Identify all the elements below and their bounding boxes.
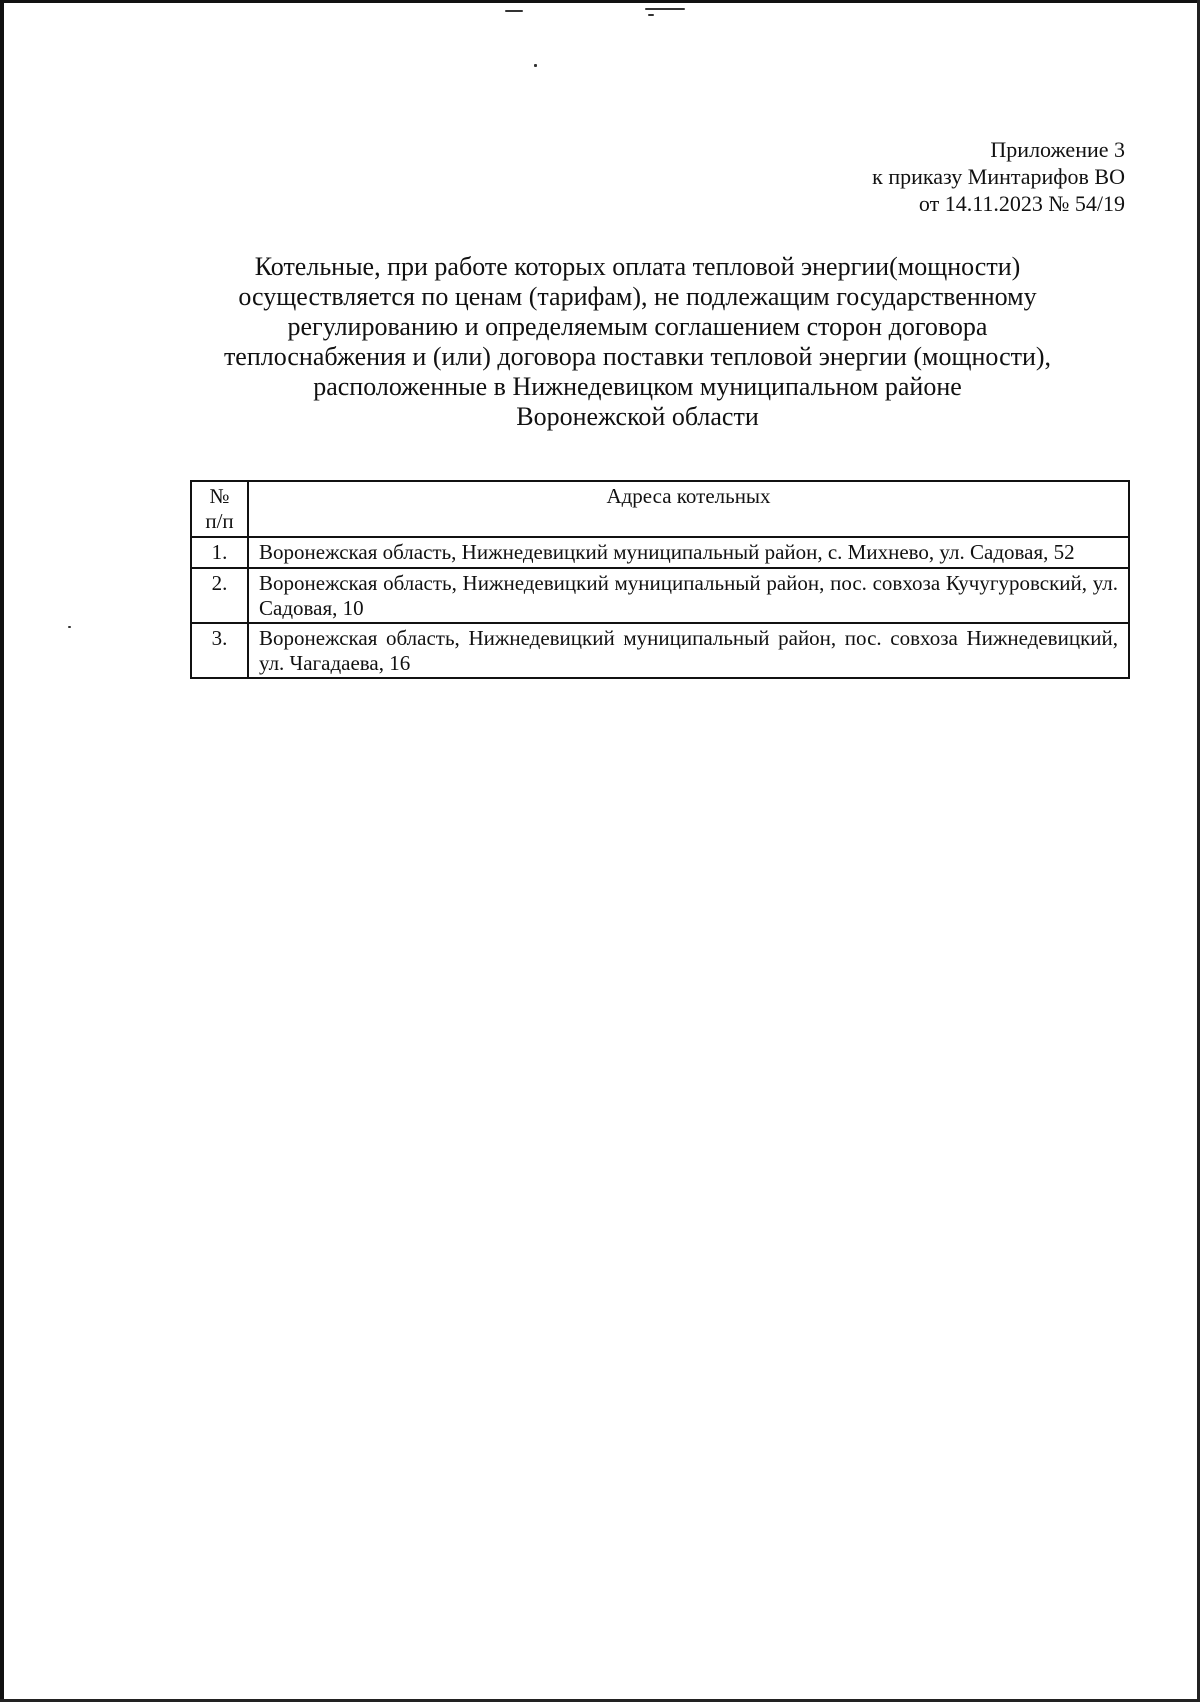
appendix-order-date: от 14.11.2023 № 54/19 [918,191,1125,216]
appendix-order-reference: к приказу Минтарифов ВО [872,164,1125,189]
scan-speck [505,10,523,12]
appendix-number: Приложение 3 [990,137,1125,162]
table-row [191,537,1129,568]
scan-speck [68,626,71,628]
appendix-header [872,136,1125,217]
row-number: 1. [191,537,248,568]
table-header-row [191,481,1129,537]
scan-speck [534,64,537,67]
title-line: Котельные, при работе которых оплата тепловой энергии(мощности) [254,252,1021,281]
boiler-addresses-table [190,480,1130,679]
title-line: расположенные в Нижнедевицком муниципальном районе [313,372,962,401]
header-number-abbrev: п/п [205,509,234,533]
column-header-number [191,481,248,537]
scan-border-left [0,0,4,1702]
table-row [191,623,1129,678]
scan-speck [648,14,654,16]
row-address: Воронежская область, Нижнедевицкий муниципальный район, пос. совхоза Кучугуровский, ул. Садовая, 10 [248,568,1129,623]
row-number: 2. [191,568,248,623]
column-header-address: Адреса котельных [248,481,1129,537]
title-line: осуществляется по ценам (тарифам), не подлежащим государственному [238,282,1037,311]
table-row [191,568,1129,623]
title-line: регулированию и определяемым соглашением сторон договора [287,312,988,341]
title-line: Воронежской области [516,402,759,431]
row-number: 3. [191,623,248,678]
row-address: Воронежская область, Нижнедевицкий муниципальный район, с. Михнево, ул. Садовая, 52 [248,537,1129,568]
document-title [190,252,1085,432]
header-number-sign: № [209,484,230,508]
row-address: Воронежская область, Нижнедевицкий муниципальный район, пос. совхоза Нижнедевицкий, ул. Чагадаева, 16 [248,623,1129,678]
scan-speck [645,8,685,10]
title-line: теплоснабжения и (или) договора поставки тепловой энергии (мощности), [223,342,1052,371]
scan-border-top [0,0,1200,3]
